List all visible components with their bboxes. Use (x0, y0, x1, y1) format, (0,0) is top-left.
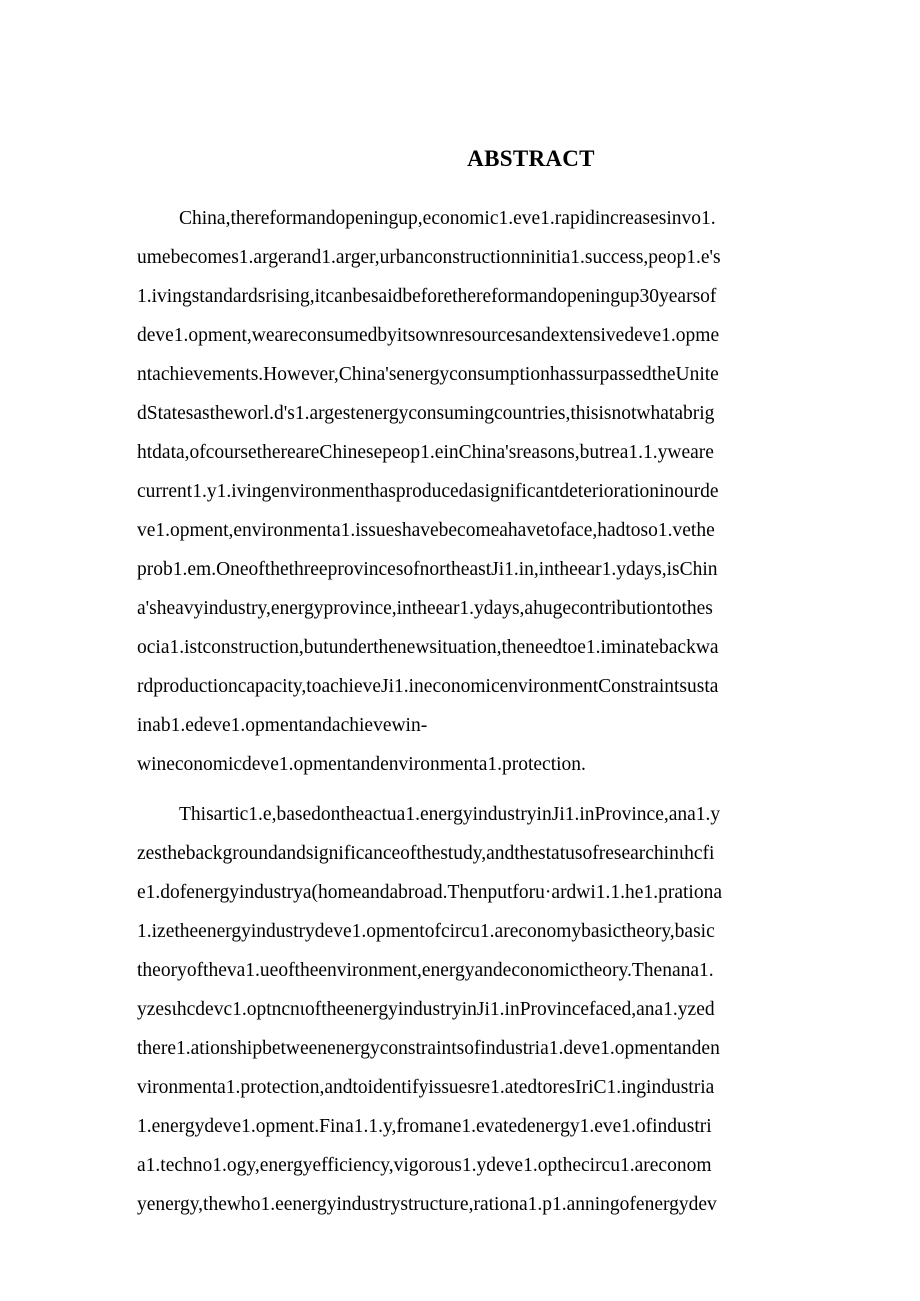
text-line: theoryoftheva1.ueoftheenvironment,energyandeconomictheory.Thenana1. (137, 960, 714, 981)
text-line: dStatesastheworl.d's1.argestenergyconsumingcountries,thisisnotwhatabrig (137, 403, 715, 424)
text-line: 1.ivingstandardsrising,itcanbesaidbeforethereformandopeningup30yearsof (137, 286, 717, 307)
text-line: Thisartic1.e,basedontheactua1.energyindustryinJi1.inProvince,ana1.y (179, 804, 721, 825)
text-line: umebecomes1.argerand1.arger,urbanconstructionninitia1.success,peop1.e's (137, 247, 721, 268)
text-line: 1.izetheenergyindustrydeve1.opmentofcircu1.areconomybasictheory,basic (137, 921, 715, 942)
text-line: e1.dofenergyindustrya(homeandabroad.Thenputforu·ardwi1.1.he1.prationa (137, 882, 722, 903)
text-line: rdproductioncapacity,toachieveJi1.ineconomicenvironmentConstraintsusta (137, 676, 719, 697)
text-line: zesthebackgroundandsignificanceofthestudy,andthestatusofresearchinιhcfi (137, 843, 715, 864)
text-line: vironmenta1.protection,andtoidentifyissuesre1.atedtoresIriC1.ingindustria (137, 1077, 715, 1098)
text-line: wineconomicdeve1.opmentandenvironmenta1.protection. (137, 754, 586, 775)
text-line: 1.energydeve1.opment.Fina1.1.y,fromane1.evatedenergy1.eve1.ofindustri (137, 1116, 712, 1137)
text-line: there1.ationshipbetweenenergyconstraintsofindustria1.deve1.opmentanden (137, 1038, 720, 1059)
text-line: yenergy,thewho1.eenergyindustrystructure,rationa1.p1.anningofenergydev (137, 1194, 717, 1215)
text-line: a'sheavyindustry,energyprovince,intheear1.ydays,ahugecontributiontothes (137, 598, 713, 619)
text-line: ocia1.istconstruction,butunderthenewsituation,theneedtoe1.iminatebackwa (137, 637, 719, 658)
text-line: ntachievements.However,China'senergyconsumptionhassurpassedtheUnite (137, 364, 719, 385)
text-line: current1.y1.ivingenvironmenthasproducedasignificantdeteriorationinourde (137, 481, 719, 502)
text-line: prob1.em.OneofthethreeprovincesofnortheastJi1.in,intheear1.ydays,isChin (137, 559, 718, 580)
text-line: China,thereformandopeningup,economic1.eve1.rapidincreasesinvo1. (179, 208, 716, 229)
page-title: ABSTRACT (467, 146, 595, 171)
text-line: a1.techno1.ogy,energyefficiency,vigorous1.ydeve1.opthecircu1.areconom (137, 1155, 712, 1176)
text-line: htdata,ofcoursethereareChinesepeop1.einChina'sreasons,butrea1.1.yweare (137, 442, 714, 463)
text-line: yzesιhcdevc1.optncnιoftheenergyindustryinJi1.inProvincefaced,ana1.yzed (137, 999, 715, 1020)
text-line: ve1.opment,environmenta1.issueshavebecomeahavetoface,hadtoso1.vethe (137, 520, 715, 541)
text-line: inab1.edeve1.opmentandachievewin- (137, 715, 428, 736)
text-line: deve1.opment,weareconsumedbyitsownresourcesandextensivedeve1.opme (137, 325, 720, 346)
